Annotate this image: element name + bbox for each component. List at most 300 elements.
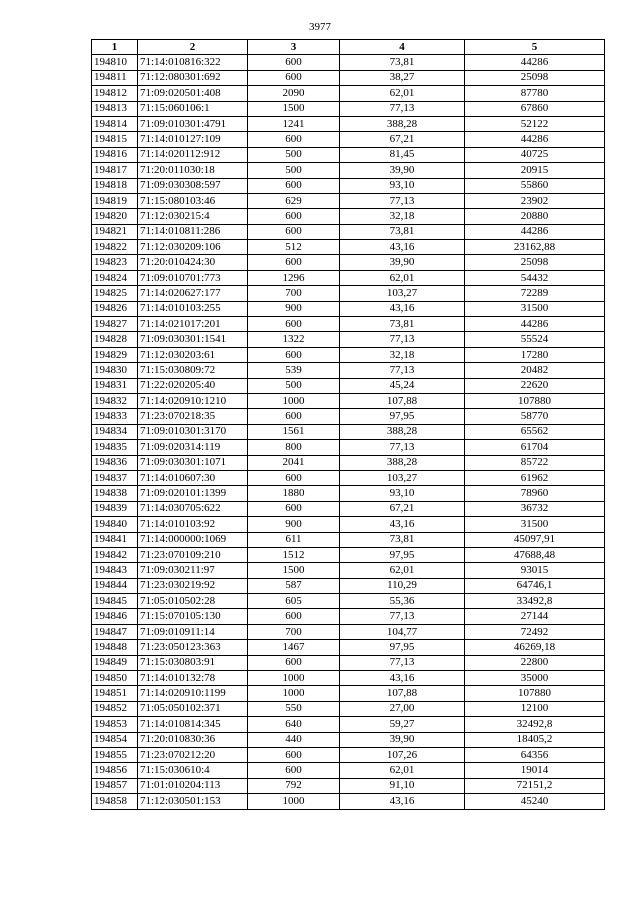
amount-value: 46269,18 (465, 640, 605, 655)
amount-value: 78960 (465, 486, 605, 501)
table-row (92, 517, 605, 532)
table-row (92, 594, 605, 609)
area-value: 2041 (248, 455, 340, 470)
table-row (92, 409, 605, 424)
area-value: 550 (248, 701, 340, 716)
area-value: 1322 (248, 332, 340, 347)
table-row (92, 224, 605, 239)
table-row (92, 255, 605, 270)
amount-value: 44286 (465, 132, 605, 147)
cadastral-number: 71:23:030219:92 (138, 578, 248, 593)
cadastral-number: 71:09:020101:1399 (138, 486, 248, 501)
cadastral-number: 71:14:010127:109 (138, 132, 248, 147)
rate-value: 27,00 (340, 701, 465, 716)
rate-value: 107,26 (340, 747, 465, 762)
amount-value: 52122 (465, 116, 605, 131)
table-row (92, 470, 605, 485)
table-row (92, 532, 605, 547)
amount-value: 107880 (465, 686, 605, 701)
column-header: 4 (340, 40, 465, 55)
row-number: 194828 (92, 332, 138, 347)
amount-value: 12100 (465, 701, 605, 716)
table-row (92, 624, 605, 639)
cadastral-number: 71:22:020205:40 (138, 378, 248, 393)
rate-value: 110,29 (340, 578, 465, 593)
row-number: 194858 (92, 794, 138, 809)
row-number: 194812 (92, 86, 138, 101)
rate-value: 43,16 (340, 240, 465, 255)
header-row (92, 40, 605, 55)
row-number: 194837 (92, 470, 138, 485)
cadastral-number: 71:15:030809:72 (138, 363, 248, 378)
amount-value: 36732 (465, 501, 605, 516)
table-row (92, 101, 605, 116)
rate-value: 77,13 (340, 363, 465, 378)
table-row (92, 363, 605, 378)
rate-value: 39,90 (340, 163, 465, 178)
area-value: 629 (248, 193, 340, 208)
table-row (92, 86, 605, 101)
area-value: 900 (248, 301, 340, 316)
cadastral-number: 71:14:010811:286 (138, 224, 248, 239)
table-row (92, 686, 605, 701)
table-row (92, 317, 605, 332)
cadastral-number: 71:12:030203:61 (138, 347, 248, 362)
cadastral-number: 71:20:011030:18 (138, 163, 248, 178)
area-value: 640 (248, 717, 340, 732)
table-row (92, 55, 605, 70)
area-value: 1296 (248, 270, 340, 285)
rate-value: 67,21 (340, 132, 465, 147)
column-header: 3 (248, 40, 340, 55)
amount-value: 23902 (465, 193, 605, 208)
row-number: 194825 (92, 286, 138, 301)
rate-value: 103,27 (340, 470, 465, 485)
table-row (92, 578, 605, 593)
row-number: 194836 (92, 455, 138, 470)
table-row (92, 747, 605, 762)
row-number: 194846 (92, 609, 138, 624)
amount-value: 87780 (465, 86, 605, 101)
cadastral-number: 71:20:010830:36 (138, 732, 248, 747)
row-number: 194827 (92, 317, 138, 332)
row-number: 194823 (92, 255, 138, 270)
row-number: 194851 (92, 686, 138, 701)
cadastral-number: 71:14:000000:1069 (138, 532, 248, 547)
cadastral-number: 71:05:010502:28 (138, 594, 248, 609)
rate-value: 62,01 (340, 86, 465, 101)
rate-value: 73,81 (340, 317, 465, 332)
row-number: 194813 (92, 101, 138, 116)
rate-value: 73,81 (340, 532, 465, 547)
rate-value: 77,13 (340, 332, 465, 347)
area-value: 600 (248, 609, 340, 624)
area-value: 792 (248, 778, 340, 793)
amount-value: 58770 (465, 409, 605, 424)
row-number: 194844 (92, 578, 138, 593)
area-value: 611 (248, 532, 340, 547)
amount-value: 72289 (465, 286, 605, 301)
rate-value: 39,90 (340, 732, 465, 747)
amount-value: 55524 (465, 332, 605, 347)
table-row (92, 209, 605, 224)
rate-value: 39,90 (340, 255, 465, 270)
rate-value: 43,16 (340, 794, 465, 809)
table-row (92, 455, 605, 470)
rate-value: 32,18 (340, 347, 465, 362)
cadastral-number: 71:09:010701:773 (138, 270, 248, 285)
table-row (92, 378, 605, 393)
area-value: 1000 (248, 671, 340, 686)
cadastral-number: 71:09:030308:597 (138, 178, 248, 193)
table-row (92, 347, 605, 362)
table-row (92, 301, 605, 316)
row-number: 194843 (92, 563, 138, 578)
cadastral-number: 71:14:020112:912 (138, 147, 248, 162)
cadastral-number: 71:09:010911:14 (138, 624, 248, 639)
amount-value: 47688,48 (465, 547, 605, 562)
rate-value: 107,88 (340, 686, 465, 701)
area-value: 1500 (248, 101, 340, 116)
rate-value: 104,77 (340, 624, 465, 639)
cadastral-number: 71:09:030211:97 (138, 563, 248, 578)
table-row (92, 393, 605, 408)
table-row (92, 424, 605, 439)
cadastral-number: 71:01:010204:113 (138, 778, 248, 793)
row-number: 194854 (92, 732, 138, 747)
table-row (92, 671, 605, 686)
row-number: 194811 (92, 70, 138, 85)
row-number: 194815 (92, 132, 138, 147)
rate-value: 97,95 (340, 547, 465, 562)
amount-value: 20915 (465, 163, 605, 178)
rate-value: 62,01 (340, 270, 465, 285)
amount-value: 35000 (465, 671, 605, 686)
area-value: 600 (248, 255, 340, 270)
rate-value: 107,88 (340, 393, 465, 408)
table-row (92, 732, 605, 747)
amount-value: 22800 (465, 655, 605, 670)
amount-value: 25098 (465, 255, 605, 270)
amount-value: 40725 (465, 147, 605, 162)
amount-value: 18405,2 (465, 732, 605, 747)
area-value: 600 (248, 347, 340, 362)
row-number: 194842 (92, 547, 138, 562)
amount-value: 64746,1 (465, 578, 605, 593)
cadastral-number: 71:20:010424:30 (138, 255, 248, 270)
cadastral-number: 71:23:070212:20 (138, 747, 248, 762)
rate-value: 55,36 (340, 594, 465, 609)
column-header: 1 (92, 40, 138, 55)
rate-value: 388,28 (340, 455, 465, 470)
amount-value: 22620 (465, 378, 605, 393)
amount-value: 31500 (465, 301, 605, 316)
cadastral-number: 71:14:010103:92 (138, 517, 248, 532)
cadastral-number: 71:15:030610:4 (138, 763, 248, 778)
area-value: 500 (248, 163, 340, 178)
row-number: 194832 (92, 393, 138, 408)
cadastral-number: 71:15:080103:46 (138, 193, 248, 208)
area-value: 1512 (248, 547, 340, 562)
row-number: 194853 (92, 717, 138, 732)
table-row (92, 609, 605, 624)
row-number: 194824 (92, 270, 138, 285)
amount-value: 55860 (465, 178, 605, 193)
area-value: 500 (248, 378, 340, 393)
area-value: 1500 (248, 563, 340, 578)
area-value: 600 (248, 763, 340, 778)
cadastral-number: 71:09:010301:4791 (138, 116, 248, 131)
area-value: 600 (248, 224, 340, 239)
cadastral-number: 71:14:010103:255 (138, 301, 248, 316)
table-row (92, 132, 605, 147)
area-value: 700 (248, 624, 340, 639)
table-row (92, 794, 605, 809)
area-value: 1000 (248, 686, 340, 701)
area-value: 600 (248, 209, 340, 224)
amount-value: 65562 (465, 424, 605, 439)
table-row (92, 547, 605, 562)
row-number: 194826 (92, 301, 138, 316)
rate-value: 73,81 (340, 224, 465, 239)
row-number: 194841 (92, 532, 138, 547)
data-table (91, 39, 605, 810)
area-value: 1467 (248, 640, 340, 655)
row-number: 194821 (92, 224, 138, 239)
area-value: 2090 (248, 86, 340, 101)
amount-value: 72151,2 (465, 778, 605, 793)
column-header: 2 (138, 40, 248, 55)
cadastral-number: 71:14:030705:622 (138, 501, 248, 516)
cadastral-number: 71:14:010816:322 (138, 55, 248, 70)
table-row (92, 640, 605, 655)
amount-value: 54432 (465, 270, 605, 285)
cadastral-number: 71:09:010301:3170 (138, 424, 248, 439)
area-value: 512 (248, 240, 340, 255)
table-row (92, 717, 605, 732)
rate-value: 93,10 (340, 178, 465, 193)
cadastral-number: 71:12:030501:153 (138, 794, 248, 809)
cadastral-number: 71:09:020314:119 (138, 440, 248, 455)
row-number: 194839 (92, 501, 138, 516)
area-value: 587 (248, 578, 340, 593)
rate-value: 67,21 (340, 501, 465, 516)
area-value: 440 (248, 732, 340, 747)
area-value: 1561 (248, 424, 340, 439)
amount-value: 45240 (465, 794, 605, 809)
area-value: 600 (248, 470, 340, 485)
row-number: 194817 (92, 163, 138, 178)
rate-value: 43,16 (340, 301, 465, 316)
cadastral-number: 71:12:080301:692 (138, 70, 248, 85)
table-row (92, 332, 605, 347)
cadastral-number: 71:23:070109:210 (138, 547, 248, 562)
row-number: 194829 (92, 347, 138, 362)
rate-value: 77,13 (340, 655, 465, 670)
table-row (92, 563, 605, 578)
amount-value: 20482 (465, 363, 605, 378)
cadastral-number: 71:05:050102:371 (138, 701, 248, 716)
table-row (92, 763, 605, 778)
amount-value: 27144 (465, 609, 605, 624)
table-row (92, 193, 605, 208)
row-number: 194845 (92, 594, 138, 609)
amount-value: 32492,8 (465, 717, 605, 732)
table-body (92, 55, 605, 809)
table-row (92, 486, 605, 501)
cadastral-number: 71:12:030209:106 (138, 240, 248, 255)
rate-value: 81,45 (340, 147, 465, 162)
area-value: 1241 (248, 116, 340, 131)
amount-value: 19014 (465, 763, 605, 778)
cadastral-number: 71:15:030803:91 (138, 655, 248, 670)
amount-value: 31500 (465, 517, 605, 532)
row-number: 194852 (92, 701, 138, 716)
amount-value: 45097,91 (465, 532, 605, 547)
amount-value: 33492,8 (465, 594, 605, 609)
table-row (92, 147, 605, 162)
cadastral-number: 71:14:010814:345 (138, 717, 248, 732)
row-number: 194819 (92, 193, 138, 208)
row-number: 194850 (92, 671, 138, 686)
cadastral-number: 71:23:050123:363 (138, 640, 248, 655)
row-number: 194856 (92, 763, 138, 778)
rate-value: 97,95 (340, 640, 465, 655)
rate-value: 62,01 (340, 763, 465, 778)
area-value: 1880 (248, 486, 340, 501)
table-row (92, 501, 605, 516)
table-row (92, 701, 605, 716)
row-number: 194855 (92, 747, 138, 762)
amount-value: 25098 (465, 70, 605, 85)
row-number: 194822 (92, 240, 138, 255)
row-number: 194816 (92, 147, 138, 162)
area-value: 1000 (248, 794, 340, 809)
row-number: 194838 (92, 486, 138, 501)
page-number: 3977 (309, 21, 331, 33)
rate-value: 97,95 (340, 409, 465, 424)
area-value: 600 (248, 70, 340, 85)
row-number: 194820 (92, 209, 138, 224)
row-number: 194833 (92, 409, 138, 424)
rate-value: 73,81 (340, 55, 465, 70)
amount-value: 72492 (465, 624, 605, 639)
cadastral-number: 71:12:030215:4 (138, 209, 248, 224)
amount-value: 17280 (465, 347, 605, 362)
cadastral-number: 71:15:060106:1 (138, 101, 248, 116)
table-row (92, 270, 605, 285)
rate-value: 59,27 (340, 717, 465, 732)
area-value: 600 (248, 55, 340, 70)
table-row (92, 655, 605, 670)
area-value: 600 (248, 747, 340, 762)
cadastral-number: 71:14:010607:30 (138, 470, 248, 485)
amount-value: 67860 (465, 101, 605, 116)
area-value: 700 (248, 286, 340, 301)
rate-value: 77,13 (340, 440, 465, 455)
column-header: 5 (465, 40, 605, 55)
area-value: 1000 (248, 393, 340, 408)
rate-value: 103,27 (340, 286, 465, 301)
amount-value: 85722 (465, 455, 605, 470)
table-row (92, 116, 605, 131)
cadastral-number: 71:09:030301:1541 (138, 332, 248, 347)
amount-value: 44286 (465, 224, 605, 239)
row-number: 194847 (92, 624, 138, 639)
table-row (92, 178, 605, 193)
amount-value: 64356 (465, 747, 605, 762)
table-row (92, 163, 605, 178)
rate-value: 32,18 (340, 209, 465, 224)
rate-value: 388,28 (340, 424, 465, 439)
row-number: 194818 (92, 178, 138, 193)
area-value: 600 (248, 409, 340, 424)
rate-value: 77,13 (340, 193, 465, 208)
row-number: 194848 (92, 640, 138, 655)
cadastral-number: 71:23:070218:35 (138, 409, 248, 424)
cadastral-number: 71:09:020501:408 (138, 86, 248, 101)
area-value: 800 (248, 440, 340, 455)
row-number: 194830 (92, 363, 138, 378)
area-value: 500 (248, 147, 340, 162)
amount-value: 20880 (465, 209, 605, 224)
table-row (92, 240, 605, 255)
cadastral-number: 71:09:030301:1071 (138, 455, 248, 470)
rate-value: 77,13 (340, 609, 465, 624)
row-number: 194834 (92, 424, 138, 439)
table-row (92, 778, 605, 793)
area-value: 605 (248, 594, 340, 609)
area-value: 600 (248, 655, 340, 670)
table-row (92, 286, 605, 301)
rate-value: 388,28 (340, 116, 465, 131)
rate-value: 77,13 (340, 101, 465, 116)
cadastral-number: 71:14:021017:201 (138, 317, 248, 332)
cadastral-number: 71:15:070105:130 (138, 609, 248, 624)
amount-value: 44286 (465, 317, 605, 332)
amount-value: 61704 (465, 440, 605, 455)
amount-value: 93015 (465, 563, 605, 578)
row-number: 194810 (92, 55, 138, 70)
amount-value: 44286 (465, 55, 605, 70)
area-value: 539 (248, 363, 340, 378)
rate-value: 62,01 (340, 563, 465, 578)
area-value: 600 (248, 132, 340, 147)
area-value: 600 (248, 178, 340, 193)
cadastral-number: 71:14:010132:78 (138, 671, 248, 686)
cadastral-number: 71:14:020627:177 (138, 286, 248, 301)
amount-value: 23162,88 (465, 240, 605, 255)
row-number: 194814 (92, 116, 138, 131)
cadastral-number: 71:14:020910:1199 (138, 686, 248, 701)
row-number: 194840 (92, 517, 138, 532)
table-row (92, 70, 605, 85)
rate-value: 43,16 (340, 671, 465, 686)
amount-value: 61962 (465, 470, 605, 485)
area-value: 600 (248, 501, 340, 516)
row-number: 194835 (92, 440, 138, 455)
table-row (92, 440, 605, 455)
rate-value: 38,27 (340, 70, 465, 85)
cadastral-number: 71:14:020910:1210 (138, 393, 248, 408)
amount-value: 107880 (465, 393, 605, 408)
rate-value: 91,10 (340, 778, 465, 793)
rate-value: 45,24 (340, 378, 465, 393)
row-number: 194857 (92, 778, 138, 793)
row-number: 194831 (92, 378, 138, 393)
area-value: 900 (248, 517, 340, 532)
rate-value: 93,10 (340, 486, 465, 501)
